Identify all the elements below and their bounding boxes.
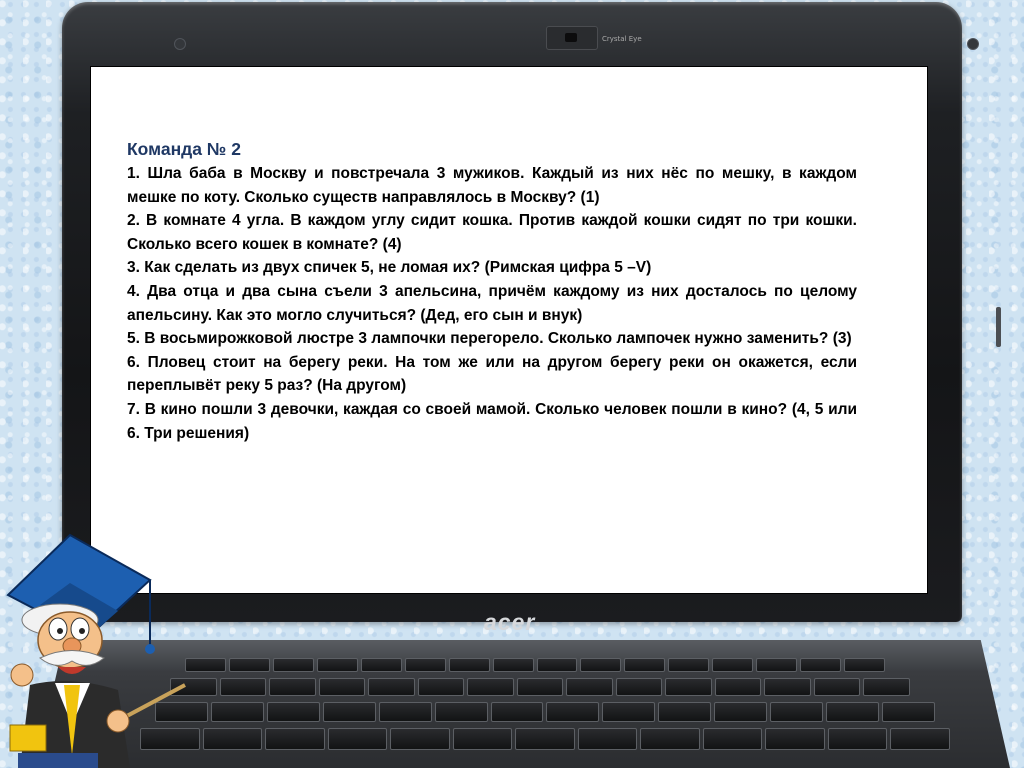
riddle-item-4: 4. Два отца и два сына съели 3 апельсина, причём каждому из них досталось по целому апельсину. Как это могло случиться? (Дед, его сын и внук) <box>127 282 857 324</box>
key <box>546 702 599 722</box>
key <box>765 728 825 750</box>
key <box>467 678 514 696</box>
key <box>269 678 316 696</box>
key <box>566 678 613 696</box>
key <box>211 702 264 722</box>
key <box>668 658 709 672</box>
key <box>517 678 564 696</box>
webcam-label: Crystal Eye <box>602 35 642 43</box>
riddle-item-1: 1. Шла баба в Москву и повстречала 3 мужиков. Каждый из них нёс по мешку, в каждом мешке по коту. Сколько существ направлялось в Москву? (1) <box>127 165 857 206</box>
key <box>714 702 767 722</box>
key <box>368 678 415 696</box>
key <box>640 728 700 750</box>
key <box>814 678 861 696</box>
key <box>273 658 314 672</box>
key <box>515 728 575 750</box>
key <box>435 702 488 722</box>
keyboard-row-1 <box>185 658 885 672</box>
key <box>317 658 358 672</box>
key <box>265 728 325 750</box>
key <box>756 658 797 672</box>
key <box>828 728 888 750</box>
key <box>770 702 823 722</box>
slide-content <box>127 137 857 445</box>
keyboard-row-2 <box>170 678 910 696</box>
acer-logo: acer <box>484 609 536 635</box>
riddle-item-3: 3. Как сделать из двух спичек 5, не ломая их? (Римская цифра 5 –V) <box>127 259 652 277</box>
key <box>665 678 712 696</box>
laptop-screen <box>90 66 928 594</box>
key <box>323 702 376 722</box>
key <box>405 658 446 672</box>
webcam-icon <box>546 26 598 50</box>
key <box>602 702 655 722</box>
lid-screw-left <box>174 38 186 50</box>
keyboard-row-3 <box>155 702 935 722</box>
key <box>418 678 465 696</box>
key <box>800 658 841 672</box>
lid-latch-right <box>996 307 1001 347</box>
key <box>764 678 811 696</box>
key <box>229 658 270 672</box>
key <box>844 658 885 672</box>
lid-screw-right <box>967 38 979 50</box>
key <box>449 658 490 672</box>
key <box>267 702 320 722</box>
key <box>361 658 402 672</box>
key <box>319 678 366 696</box>
key <box>328 728 388 750</box>
riddle-item-2: 2. В комнате 4 угла. В каждом углу сидит кошка. Против каждой кошки сидят по три кошки. Сколько всего кошек в комнате? (4) <box>127 212 857 253</box>
key <box>203 728 263 750</box>
key <box>580 658 621 672</box>
key <box>379 702 432 722</box>
riddle-item-6: 6. Пловец стоит на берегу реки. На том же или на другом берегу реки он окажется, если переплывёт реку 5 раз? (На другом) <box>127 353 857 395</box>
key <box>882 702 935 722</box>
key <box>578 728 638 750</box>
slide-title: Команда № 2 <box>127 139 241 159</box>
key <box>220 678 267 696</box>
riddle-item-5: 5. В восьмирожковой люстре 3 лампочки перегорело. Сколько лампочек нужно заменить? (3) <box>127 330 852 348</box>
key <box>658 702 711 722</box>
key <box>616 678 663 696</box>
key <box>537 658 578 672</box>
key <box>715 678 762 696</box>
riddle-item-7: 7. В кино пошли 3 девочки, каждая со своей мамой. Сколько человек пошли в кино? (4, 5 или 6. Три решения) <box>127 400 857 442</box>
key <box>890 728 950 750</box>
key <box>493 658 534 672</box>
professor-mascot-icon <box>0 525 200 768</box>
key <box>491 702 544 722</box>
key <box>712 658 753 672</box>
key <box>390 728 450 750</box>
webcam-lens <box>565 33 577 42</box>
key <box>453 728 513 750</box>
key <box>863 678 910 696</box>
key <box>826 702 879 722</box>
keyboard-row-4 <box>140 728 950 750</box>
key <box>703 728 763 750</box>
key <box>624 658 665 672</box>
